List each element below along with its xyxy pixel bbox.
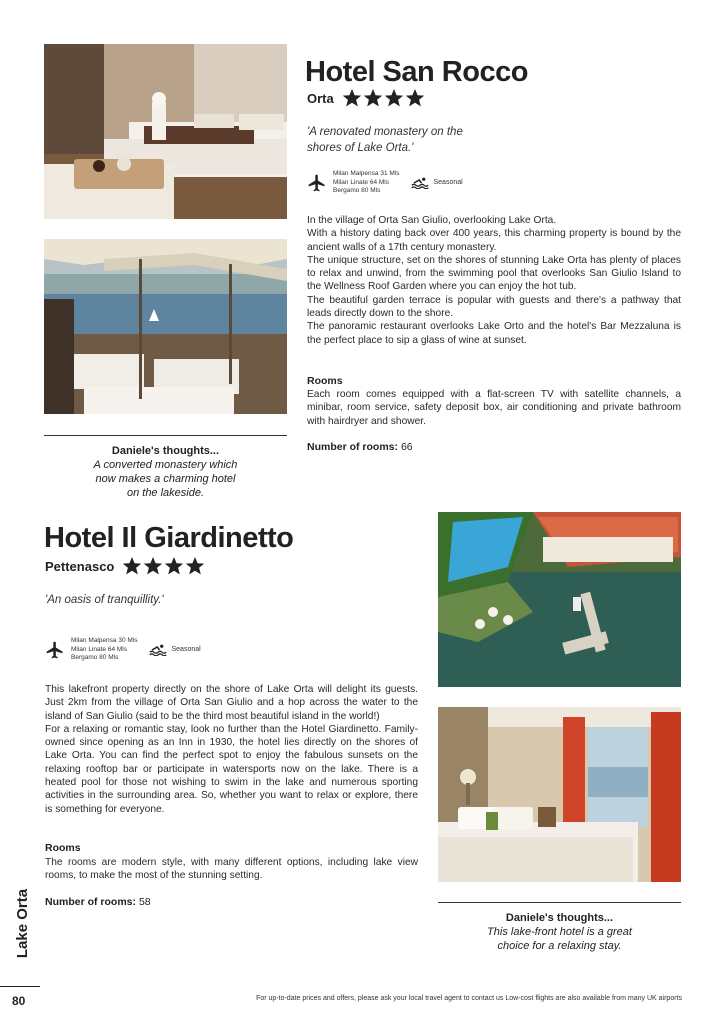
hotel1-paragraph: With a history dating back over 400 years, this charming property is bound by the ancient walls of a 17th century monastery. bbox=[307, 228, 681, 253]
section-side-label-text: Lake Orta bbox=[14, 888, 32, 958]
airport-distance: Bergamo 80 Mls bbox=[333, 187, 381, 194]
plane-icon bbox=[45, 640, 65, 660]
hotel2-thoughts bbox=[438, 911, 681, 953]
rooms-count-label: Number of rooms: bbox=[45, 896, 137, 908]
hotel1-travel-info bbox=[307, 170, 463, 196]
star-icon bbox=[143, 556, 163, 576]
hotel2-aerial-photo bbox=[438, 512, 681, 687]
star-icon bbox=[384, 88, 404, 108]
footer-note: For up-to-date prices and offers, please ask your local travel agent to contact us Low-cost flights are also available from many UK airports bbox=[256, 995, 682, 1002]
star-icon bbox=[164, 556, 184, 576]
hotel2-title: Hotel Il Giardinetto bbox=[44, 522, 294, 554]
hotel2-tagline: 'An oasis of tranquillity.' bbox=[45, 594, 164, 606]
hotel1-thoughts bbox=[44, 444, 287, 500]
hotel2-room-photo bbox=[438, 707, 681, 882]
hotel1-star-rating bbox=[342, 88, 425, 108]
rooms-count-label: Number of rooms: bbox=[307, 441, 399, 453]
hotel1-location-row bbox=[307, 88, 425, 108]
plane-icon bbox=[307, 173, 327, 193]
hotel2-star-rating bbox=[122, 556, 205, 576]
airport-distance: Bergamo 80 Mls bbox=[71, 654, 119, 661]
airport-distance: Milan Malpensa 30 Mls bbox=[71, 637, 138, 644]
airport-distance: Milan Linate 64 Mls bbox=[333, 178, 389, 186]
hotel1-paragraph: The panoramic restaurant overlooks Lake Orto and the hotel's Bar Mezzaluna is the perfect place to sip a glass of wine at sunset. bbox=[307, 321, 681, 346]
thoughts-line: A converted monastery which bbox=[93, 459, 238, 471]
hotel2-thoughts-divider bbox=[438, 902, 681, 903]
hotel2-location-row bbox=[45, 556, 205, 576]
hotel2-rooms-heading: Rooms bbox=[45, 842, 81, 854]
hotel1-tagline bbox=[307, 124, 463, 156]
hotel2-season: Seasonal bbox=[171, 646, 201, 654]
hotel2-rooms-text: The rooms are modern style, with many different options, including lake view rooms, to make the most of the stunning setting. bbox=[45, 857, 418, 882]
hotel1-tagline-line2: shores of Lake Orta.' bbox=[307, 142, 414, 154]
thoughts-line: on the lakeside. bbox=[126, 487, 205, 499]
thoughts-heading: Daniele's thoughts... bbox=[505, 912, 614, 924]
star-icon bbox=[122, 556, 142, 576]
hotel1-rooms-heading: Rooms bbox=[307, 375, 343, 387]
hotel1-paragraph: The beautiful garden terrace is popular with guests and there's a pathway that leads directly down to the shore. bbox=[307, 294, 681, 320]
hotel1-airports bbox=[333, 170, 399, 196]
hotel2-travel-info bbox=[45, 637, 201, 663]
hotel1-bedroom-photo bbox=[44, 44, 287, 219]
hotel2-paragraph: For a relaxing or romantic stay, look no further than the Hotel Giardinetto. Family-owned since opening as an Inn in 1930, the hotel lies directly on the shores of Lake Orta. You can find the perfect spot to enjoy the fabulous sunsets on the relaxing rooftop bar or participate in watersports now on the lake. There is a heated pool for those not wishing to swim in the lake and numerous sporting activities in the surrounding area. So, whether you want to relax or explore, there is something for everyone. bbox=[45, 723, 418, 815]
airport-distance: Milan Linate 64 Mls bbox=[71, 645, 127, 653]
hotel1-rooms-count bbox=[307, 441, 413, 453]
hotel1-paragraph: The unique structure, set on the shores of stunning Lake Orta has plenty of places to relax and unwind, from the swimming pool that overlooks San Giulio Island to the Wellness Roof Garden where you can enjoy the hot tub. bbox=[307, 254, 681, 293]
hotel1-location: Orta bbox=[307, 90, 334, 106]
hotel1-title: Hotel San Rocco bbox=[305, 56, 528, 88]
footer-divider bbox=[0, 986, 40, 987]
hotel2-location: Pettenasco bbox=[45, 558, 115, 574]
hotel1-tagline-line1: 'A renovated monastery on the bbox=[307, 126, 463, 138]
airport-distance: Milan Malpensa 31 Mls bbox=[333, 170, 400, 177]
star-icon bbox=[185, 556, 205, 576]
hotel1-description bbox=[307, 214, 681, 347]
thoughts-line: This lake-front hotel is a great bbox=[487, 926, 632, 938]
hotel1-terrace-photo bbox=[44, 239, 287, 414]
rooms-count-value: 58 bbox=[138, 896, 151, 908]
hotel1-thoughts-divider bbox=[44, 435, 287, 436]
page-number: 80 bbox=[12, 994, 26, 1008]
star-icon bbox=[405, 88, 425, 108]
hotel1-rooms-text: Each room comes equipped with a flat-screen TV with satellite channels, a minibar, room service, safety deposit box, air conditioning and private bathroom with hairdryer and shower. bbox=[307, 389, 681, 427]
thoughts-heading: Daniele's thoughts... bbox=[111, 445, 220, 457]
swimming-icon bbox=[411, 177, 429, 189]
thoughts-line: now makes a charming hotel bbox=[95, 473, 236, 485]
hotel1-season: Seasonal bbox=[433, 179, 463, 187]
star-icon bbox=[342, 88, 362, 108]
hotel2-description bbox=[45, 683, 418, 816]
hotel2-paragraph: This lakefront property directly on the shore of Lake Orta will delight its guests. Just 2km from the village of Orta San Giulio and a hop across the water to the island of San Giulio (said to be the third most beautiful island in the world!) bbox=[45, 684, 418, 722]
hotel2-airports bbox=[71, 637, 137, 663]
hotel2-rooms-count bbox=[45, 896, 151, 908]
swimming-icon bbox=[149, 644, 167, 656]
rooms-count-value: 66 bbox=[400, 441, 413, 453]
hotel1-paragraph: In the village of Orta San Giulio, overlooking Lake Orta. bbox=[307, 215, 557, 226]
star-icon bbox=[363, 88, 383, 108]
section-side-label bbox=[4, 880, 42, 966]
thoughts-line: choice for a relaxing stay. bbox=[497, 940, 622, 952]
